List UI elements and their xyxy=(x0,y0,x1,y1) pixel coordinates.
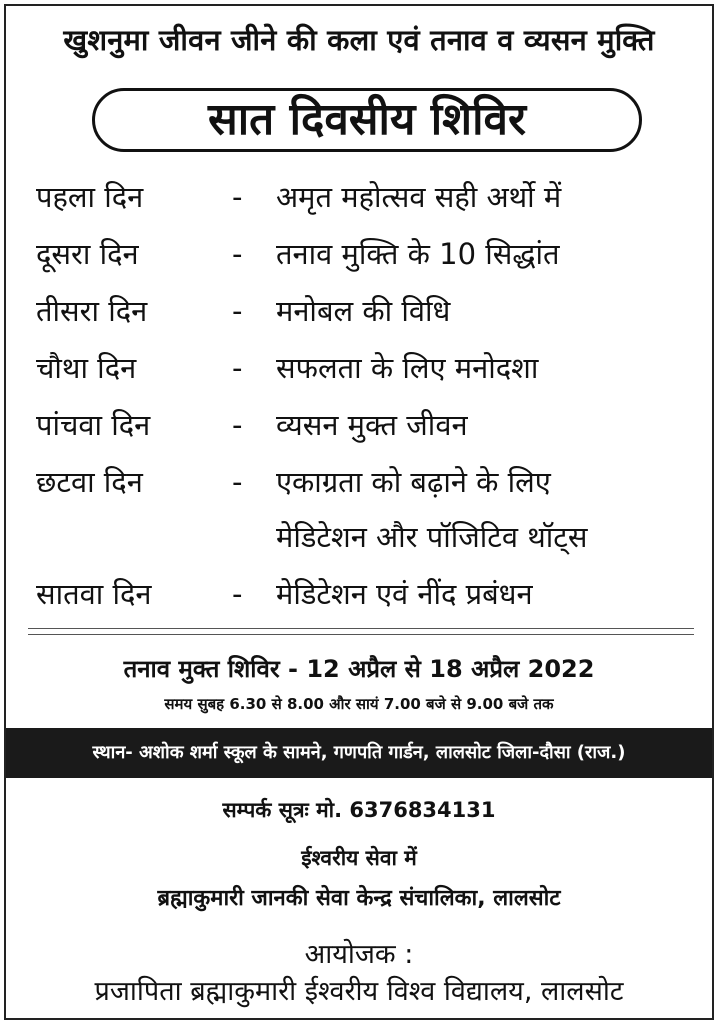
schedule-row xyxy=(6,398,712,455)
camp-dates: तनाव मुक्त शिविर - 12 अप्रैल से 18 अप्रैल 2022 xyxy=(123,655,595,683)
schedule-row xyxy=(6,284,712,341)
separator-dash: - xyxy=(232,408,243,442)
divider-line xyxy=(28,634,694,635)
separator-dash: - xyxy=(232,237,243,271)
schedule-topic-line: एकाग्रता को बढ़ाने के लिए xyxy=(276,465,551,499)
schedule-day: पांचवा दिन xyxy=(36,408,151,442)
schedule-day: पहला दिन xyxy=(36,180,144,214)
separator-dash: - xyxy=(232,577,243,611)
separator-dash: - xyxy=(232,180,243,214)
schedule-topic: मेडिटेशन एवं नींद प्रबंधन xyxy=(276,577,533,611)
schedule-topic: मनोबल की विधि xyxy=(276,294,451,328)
schedule-day: चौथा दिन xyxy=(36,351,137,385)
schedule-topic: व्यसन मुक्त जीवन xyxy=(276,408,468,442)
headline: खुशनुमा जीवन जीने की कला एवं तनाव व व्यसन मुक्ति xyxy=(63,23,655,57)
venue-text: स्थान- अशोक शर्मा स्कूल के सामने, गणपति गार्डन, लालसोट जिला-दौसा (राज.) xyxy=(92,742,626,763)
poster xyxy=(4,4,714,1020)
schedule-row xyxy=(6,341,712,398)
separator-dash: - xyxy=(232,351,243,385)
separator-dash: - xyxy=(232,294,243,328)
schedule-list xyxy=(6,170,712,624)
service-line: ईश्वरीय सेवा में xyxy=(301,846,417,870)
schedule-row xyxy=(6,455,712,567)
venue-bar xyxy=(6,728,712,778)
organiser-name: प्रजापिता ब्रह्माकुमारी ईश्वरीय विश्व विद्यालय, लालसोट xyxy=(94,976,624,1007)
schedule-topic-line: मेडिटेशन और पॉजिटिव थॉट्स xyxy=(276,520,588,554)
divider-line xyxy=(28,628,694,629)
schedule-day: तीसरा दिन xyxy=(36,294,148,328)
centre-name: ब्रह्माकुमारी जानकी सेवा केन्द्र संचालिका, लालसोट xyxy=(157,886,561,911)
separator-dash: - xyxy=(232,465,243,499)
schedule-day: दूसरा दिन xyxy=(36,237,139,271)
schedule-row xyxy=(6,170,712,227)
contact-number: सम्पर्क सूत्रः मो. 6376834131 xyxy=(222,798,496,822)
schedule-day: सातवा दिन xyxy=(36,577,152,611)
schedule-topic xyxy=(276,455,588,565)
schedule-day: छटवा दिन xyxy=(36,465,143,499)
schedule-topic: अमृत महोत्सव सही अर्थो में xyxy=(276,180,562,214)
camp-title-pill: सात दिवसीय शिविर xyxy=(92,88,642,152)
schedule-row xyxy=(6,227,712,284)
schedule-topic: सफलता के लिए मनोदशा xyxy=(276,351,539,385)
schedule-row xyxy=(6,567,712,624)
organiser-label: आयोजक : xyxy=(304,939,414,970)
camp-timing: समय सुबह 6.30 से 8.00 और सायं 7.00 बजे से 9.00 बजे तक xyxy=(164,695,554,713)
schedule-topic: तनाव मुक्ति के 10 सिद्धांत xyxy=(276,237,560,271)
